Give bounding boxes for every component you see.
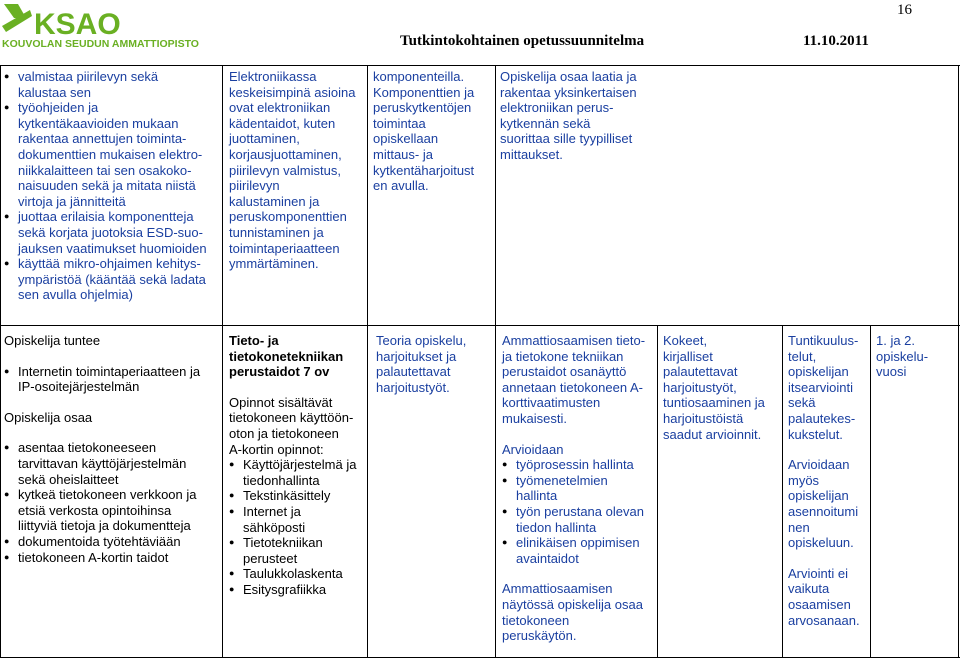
list-item: ● juottaa erilaisia komponentteja sekä korjata juotoksia ESD-suo- jauksen vaatimukset huomioiden (4, 209, 220, 256)
demonstration-text: Ammattiosaamisen tieto- ja tietokone tekniikan perustaidot osanäyttö annetaan tietokoneen A- korttivaatimusten mukaisesti. (502, 333, 646, 426)
page-number: 16 (897, 2, 912, 18)
ksao-logo-graphic (0, 0, 225, 50)
document-date: 11.10.2011 (803, 33, 869, 49)
row1-content-cell: Elektroniikassa keskeisimpinä asioina ovat elektroniikan kädentaidot, kuten juottaminen, korjausjuottaminen, piirilevyn valmistus, piirilevyn kalustaminen ja peruskomponenttien tunnistaminen ja toimintaperiaatteen ymmärtäminen. (229, 69, 356, 272)
table-right-border (958, 65, 959, 658)
list-item: ● Käyttöjärjestelmä ja tiedonhallinta (229, 457, 365, 488)
list-item: ● Tietotekniikan perusteet (229, 535, 365, 566)
list-item: ● tietokoneen A-kortin taidot (4, 550, 220, 566)
table-col-divider (870, 325, 871, 658)
row2-feedback-cell (788, 333, 870, 628)
list-item: ● Internetin toimintaperiaatteen ja IP-osoitejärjestelmän (4, 364, 220, 395)
demonstration-summary: Ammattiosaamisen näytössä opiskelija osaa tietokoneen peruskäytön. (502, 581, 643, 644)
logo-text: KSAO (34, 8, 121, 41)
logo-subtext: KOUVOLAN SEUDUN AMMATTIOPISTO (2, 38, 199, 50)
table-col-divider (495, 65, 496, 658)
skills-heading: Opiskelija osaa (4, 409, 93, 425)
assessed-criteria-list (502, 457, 656, 566)
table-left-border (0, 65, 1, 658)
list-item: ● kytkeä tietokoneen verkkoon ja etsiä verkosta opintoihinsa liittyviä tietoja ja dokumentteja (4, 487, 220, 534)
list-item: ● Esitysgrafiikka (229, 582, 365, 598)
feedback-text: Tuntikuulus- telut, opiskelijan itsearviointi sekä palautekes- kukstelut. (788, 333, 859, 442)
course-description: Opinnot sisältävät tietokoneen käyttöön- oton ja tietokoneen A-kortin opinnot: (229, 394, 354, 457)
table-top-border (0, 65, 960, 66)
row1-objectives-list (4, 69, 220, 303)
row2-methods-cell: Teoria opiskelu, harjoitukset ja palautettavat harjoitustyöt. (376, 333, 467, 395)
table-row-divider (0, 325, 960, 326)
list-item: ● työprosessin hallinta (502, 457, 656, 473)
table-col-divider (657, 325, 658, 658)
list-item: ● Taulukkolaskenta (229, 566, 365, 582)
row2-study-year-cell: 1. ja 2. opiskelu- vuosi (876, 333, 929, 380)
row2-evaluation-cell: Kokeet, kirjalliset palautettavat harjoitustyöt, tuntiosaaminen ja harjoitustöistä saadut arvioinnit. (663, 333, 765, 442)
list-item: ● elinikäisen oppimisen avaintaidot (502, 535, 656, 566)
ksao-logo (0, 0, 225, 50)
table-col-divider (367, 65, 368, 658)
document-title: Tutkintokohtainen opetussuunnitelma (400, 33, 645, 49)
row1-assessment-cell: Opiskelija osaa laatia ja rakentaa yksinkertaisen elektroniikan perus- kytkennän sekä suorittaa sille tyypilliset mittaukset. (500, 69, 637, 162)
course-title: Tieto- ja tietokonetekniikan perustaidot 7 ov (229, 333, 344, 380)
list-item: ● valmistaa piirilevyn sekä kalustaa sen (4, 69, 220, 100)
objectives-heading: Opiskelija tuntee (4, 333, 101, 348)
row2-objectives-cell (4, 333, 220, 565)
list-item: ● työn perustana olevan tiedon hallinta (502, 504, 656, 535)
grade-note: Arviointi ei vaikuta osaamisen arvosanaan. (788, 565, 860, 628)
list-item: ● työohjeiden ja kytkentäkaavioiden mukaan rakentaa annettujen toiminta- dokumenttien mukaisen elektro- niikkalaitteen tai sen osakoko- naisuuden sekä ja mitata niistä virtoja ja jännitteitä (4, 100, 220, 209)
list-item: ● asentaa tietokoneeseen tarvittavan käyttöjärjestelmän sekä oheislaitteet (4, 440, 220, 487)
objectives-list-2 (4, 440, 220, 565)
row2-content-cell (229, 333, 365, 598)
list-item: ● Tekstinkäsittely (229, 488, 365, 504)
list-item: ● työmenetelmien hallinta (502, 473, 656, 504)
list-item: ● Internet ja sähköposti (229, 504, 365, 535)
row1-methods-cell: komponenteilla. Komponenttien ja peruskytkentöjen toimintaa opiskellaan mittaus- ja kytkentäharjoitust en avulla. (373, 69, 475, 194)
row2-demonstration-cell (502, 333, 656, 644)
table-col-divider (222, 65, 223, 658)
row1-objectives-cell (4, 69, 220, 303)
objectives-list-1 (4, 364, 220, 395)
attitude-text: Arvioidaan myös opiskelijan asennoitumi nen opiskeluun. (788, 457, 859, 551)
list-item: ● käyttää mikro-ohjaimen kehitys- ympäristöä (kääntää sekä ladata sen avulla ohjelmia) (4, 256, 220, 303)
list-item: ● dokumentoida työtehtäviään (4, 534, 220, 550)
table-col-divider (782, 325, 783, 658)
course-topics-list (229, 457, 365, 597)
assessed-label: Arvioidaan (502, 441, 564, 457)
